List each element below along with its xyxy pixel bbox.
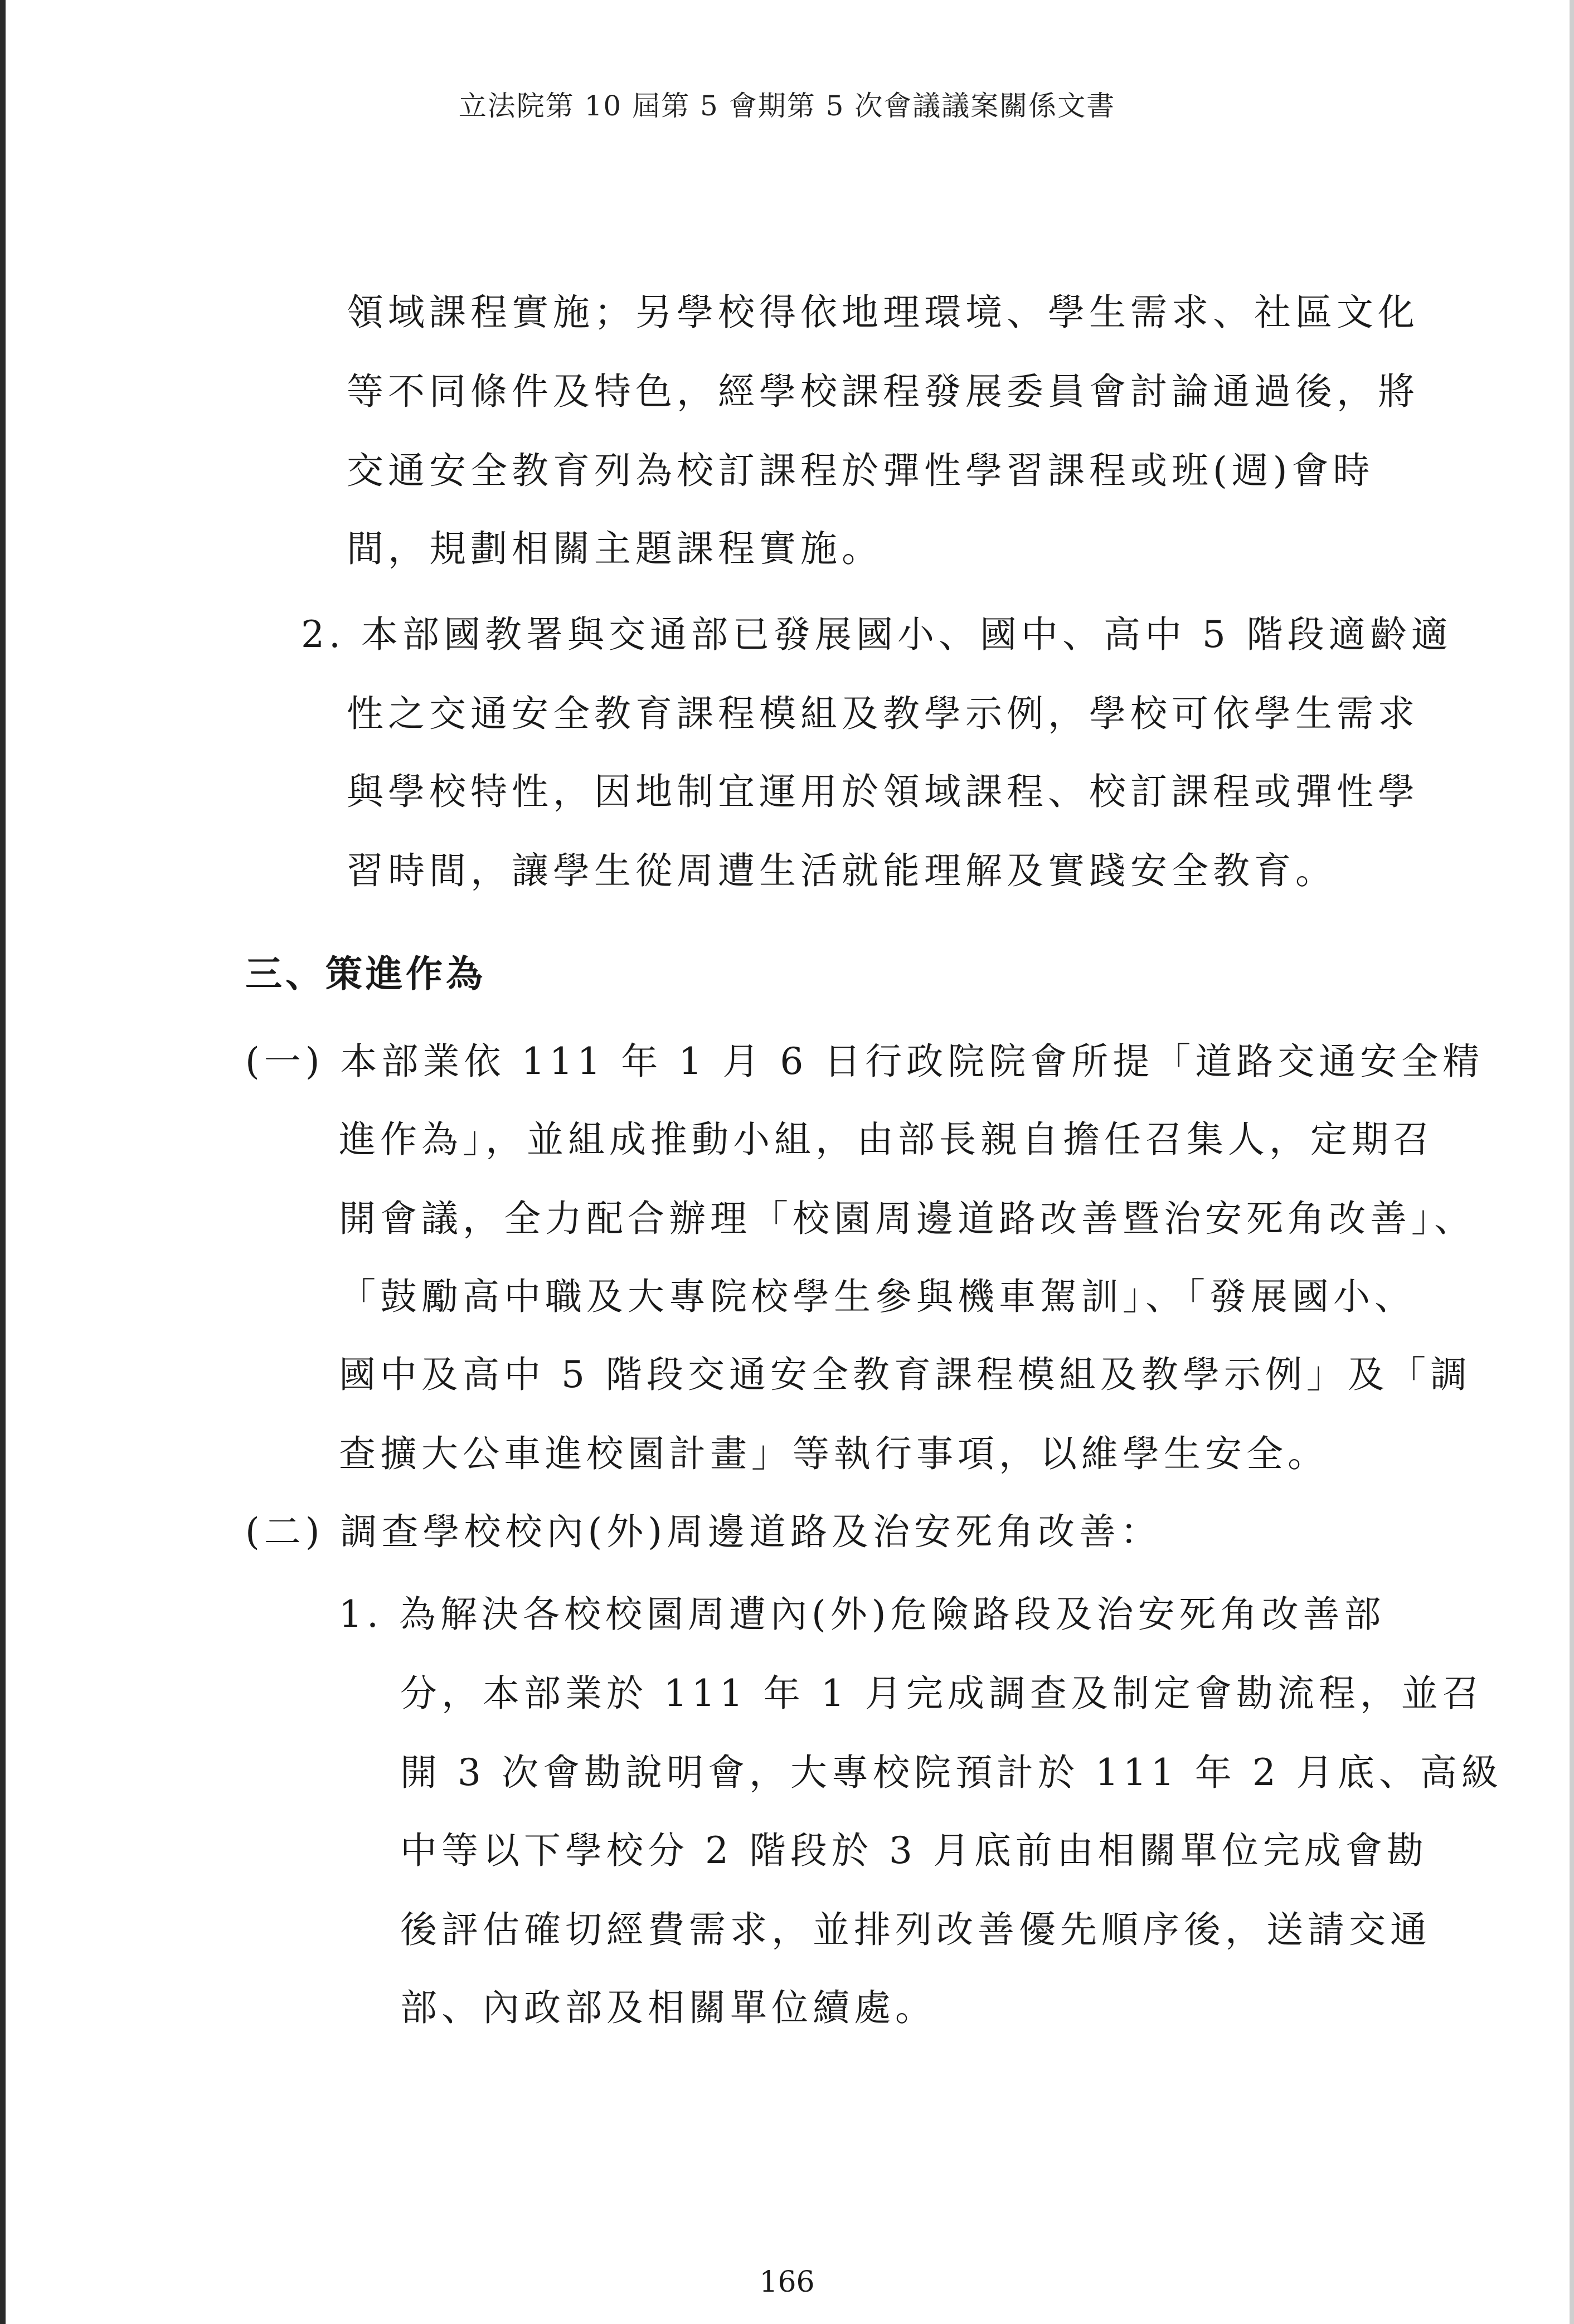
para1-line-2: 等不同條件及特色，經學校課程發展委員會討論通過後，將	[347, 370, 1419, 413]
item2-sub1-line-5: 後評估確切經費需求，並排列改善優先順序後，送請交通	[400, 1908, 1431, 1951]
item2-title: (二) 調查學校校內(外)周邊道路及治安死角改善：	[245, 1510, 1162, 1553]
item1-line-5: 國中及高中 5 階段交通安全教育課程模組及教學示例」及「調	[339, 1353, 1471, 1396]
para2-line-1: 2. 本部國教署與交通部已發展國小、國中、高中 5 階段適齡適	[301, 613, 1452, 656]
item1-line-1: (一) 本部業依 111 年 1 月 6 日行政院院會所提「道路交通安全精	[245, 1040, 1484, 1083]
page-number: 166	[759, 2265, 815, 2299]
para1-line-1: 領域課程實施；另學校得依地理環境、學生需求、社區文化	[347, 291, 1419, 334]
item1-line-3: 開會議，全力配合辦理「校園周邊道路改善暨治安死角改善」、	[339, 1197, 1475, 1240]
page-header: 立法院第 10 屆第 5 會期第 5 次會議議案關係文書	[458, 90, 1116, 122]
item2-sub1-line-3: 開 3 次會勘說明會，大專校院預計於 111 年 2 月底、高級	[400, 1751, 1503, 1794]
item1-line-2: 進作為」，並組成推動小組，由部長親自擔任召集人，定期召	[339, 1118, 1434, 1161]
item2-sub1-line-4: 中等以下學校分 2 階段於 3 月底前由相關單位完成會勘	[400, 1829, 1428, 1872]
section-3-title: 三、策進作為	[245, 952, 486, 995]
scan-edge-left	[0, 0, 6, 2324]
item1-line-4: 「鼓勵高中職及大專院校學生參與機車駕訓」、「發展國小、	[339, 1275, 1416, 1318]
para1-line-3: 交通安全教育列為校訂課程於彈性學習課程或班(週)會時	[347, 449, 1374, 492]
item2-sub1-line-1: 1. 為解決各校校園周遭內(外)危險路段及治安死角改善部	[339, 1593, 1386, 1636]
para2-line-2: 性之交通安全教育課程模組及教學示例，學校可依學生需求	[347, 692, 1419, 735]
para2-line-3: 與學校特性，因地制宜運用於領域課程、校訂課程或彈性學	[347, 770, 1419, 813]
item1-line-6: 查擴大公車進校園計畫」等執行事項，以維學生安全。	[339, 1432, 1329, 1475]
item2-sub1-line-6: 部、內政部及相關單位續處。	[400, 1986, 936, 2029]
item2-sub1-line-2: 分，本部業於 111 年 1 月完成調查及制定會勘流程，並召	[400, 1672, 1484, 1715]
scan-edge-right	[1570, 0, 1574, 2324]
para2-line-4: 習時間，讓學生從周遭生活就能理解及實踐安全教育。	[347, 849, 1337, 892]
para1-line-4: 間，規劃相關主題課程實施。	[347, 527, 883, 570]
